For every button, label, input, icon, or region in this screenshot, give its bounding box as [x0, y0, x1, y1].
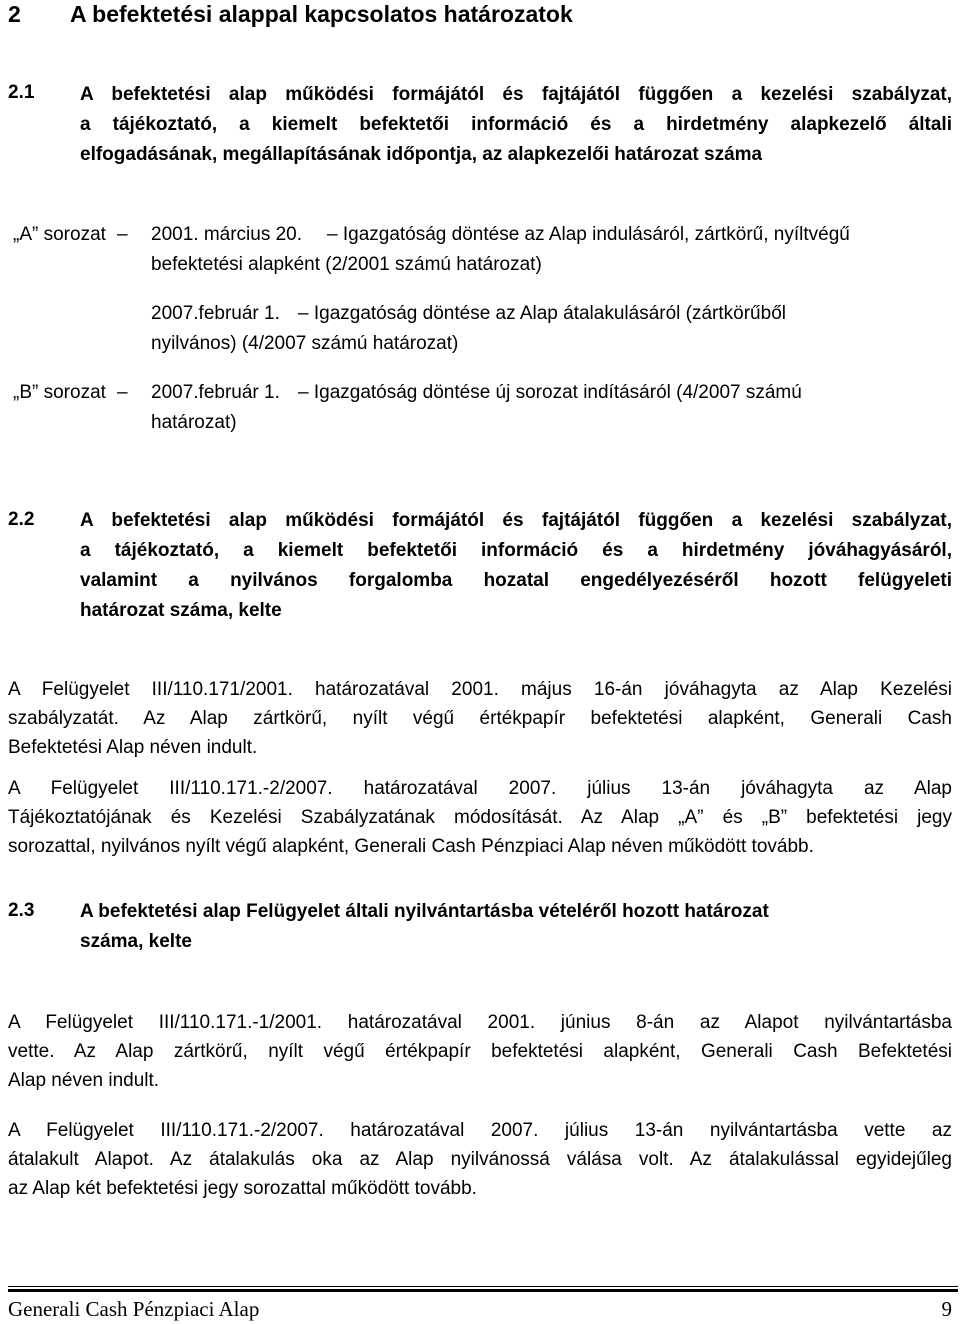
- footer-rule-thick: [8, 1289, 958, 1292]
- section-number: 2.1: [8, 82, 35, 103]
- paragraph-line: vette. Az Alap zártkörű, nyílt végű értékpapír befektetési alapként, Generali Cash Befektetési: [8, 1041, 952, 1062]
- title-line: A befektetési alap működési formájától és fajtájától függően a kezelési szabályzat,: [80, 84, 952, 105]
- entry-text: befektetési alapként (2/2001 számú határozat): [151, 254, 542, 275]
- chapter-number: 2: [8, 1, 21, 27]
- section-number: 2.2: [8, 509, 35, 530]
- paragraph-line: A Felügyelet III/110.171.-1/2001. határozatával 2001. június 8-án az Alapot nyilvántartásba: [8, 1012, 952, 1033]
- paragraph-line: átalakult Alapot. Az átalakulás oka az Alap nyilvánossá válása volt. Az átalakulással egyidejűleg: [8, 1149, 952, 1170]
- paragraph-line: szabályzatát. Az Alap zártkörű, nyílt végű értékpapír befektetési alapként, Generali Cash: [8, 708, 952, 729]
- title-line: száma, kelte: [80, 931, 192, 952]
- paragraph-line: Befektetési Alap néven indult.: [8, 737, 258, 758]
- paragraph: [8, 675, 952, 762]
- section-title: [80, 80, 952, 170]
- title-line: a tájékoztató, a kiemelt befektetői információ és a hirdetmény jóváhagyásáról,: [80, 540, 952, 561]
- paragraph: [8, 1116, 952, 1203]
- paragraph: [8, 1008, 952, 1095]
- paragraph-line: A Felügyelet III/110.171.-2/2007. határozatával 2007. július 13-án jóváhagyta az Alap: [8, 778, 952, 799]
- footer-rule-thin: [8, 1286, 958, 1287]
- entry-text: határozat): [151, 412, 237, 433]
- paragraph-line: Tájékoztatójának és Kezelési Szabályzatának módosítását. Az Alap „A” és „B” befektetési jegy: [8, 807, 952, 828]
- entry-text: – Igazgatóság döntése új sorozat indításáról (4/2007 számú: [298, 382, 802, 403]
- entry-text: nyilvános) (4/2007 számú határozat): [151, 333, 459, 354]
- paragraph-line: az Alap két befektetési jegy sorozattal működött tovább.: [8, 1178, 477, 1199]
- paragraph: [8, 774, 952, 861]
- footer-title: Generali Cash Pénzpiaci Alap: [8, 1297, 260, 1321]
- section-title: [80, 897, 952, 957]
- entry-date: 2007.február 1.: [151, 303, 280, 324]
- title-line: A befektetési alap Felügyelet általi nyilvántartásba vételéről hozott határozat: [80, 901, 769, 922]
- series-b-label: „B” sorozat: [13, 382, 106, 403]
- title-line: határozat száma, kelte: [80, 600, 282, 621]
- title-line: elfogadásának, megállapításának időpontja, az alapkezelői határozat száma: [80, 144, 763, 165]
- paragraph-line: A Felügyelet III/110.171/2001. határozatával 2001. május 16-án jóváhagyta az Alap Kezelési: [8, 679, 952, 700]
- series-dash: –: [117, 382, 128, 403]
- title-line: A befektetési alap működési formájától és fajtájától függően a kezelési szabályzat,: [80, 510, 952, 531]
- section-number: 2.3: [8, 900, 35, 921]
- entry-date: 2001. március 20.: [151, 224, 303, 245]
- series-dash: –: [117, 224, 128, 245]
- title-line: valamint a nyilvános forgalomba hozatal engedélyezéséről hozott felügyeleti: [80, 570, 952, 591]
- paragraph-line: A Felügyelet III/110.171.-2/2007. határozatával 2007. július 13-án nyilvántartásba vette az: [8, 1120, 952, 1141]
- paragraph-line: sorozattal, nyilvános nyílt végű alapként, Generali Cash Pénzpiaci Alap néven működött tovább.: [8, 836, 814, 857]
- title-line: a tájékoztató, a kiemelt befektetői információ és a hirdetmény alapkezelő általi: [80, 114, 952, 135]
- chapter-title: A befektetési alappal kapcsolatos határozatok: [70, 1, 573, 27]
- entry-text: – Igazgatóság döntése az Alap indulásáról, zártkörű, nyíltvégű: [327, 224, 850, 245]
- paragraph-line: Alap néven indult.: [8, 1070, 160, 1091]
- page-number: 9: [941, 1297, 952, 1321]
- entry-date: 2007.február 1.: [151, 382, 280, 403]
- series-a-label: „A” sorozat: [13, 224, 106, 245]
- entry-text: – Igazgatóság döntése az Alap átalakulásáról (zártkörűből: [298, 303, 786, 324]
- section-title: [80, 506, 952, 626]
